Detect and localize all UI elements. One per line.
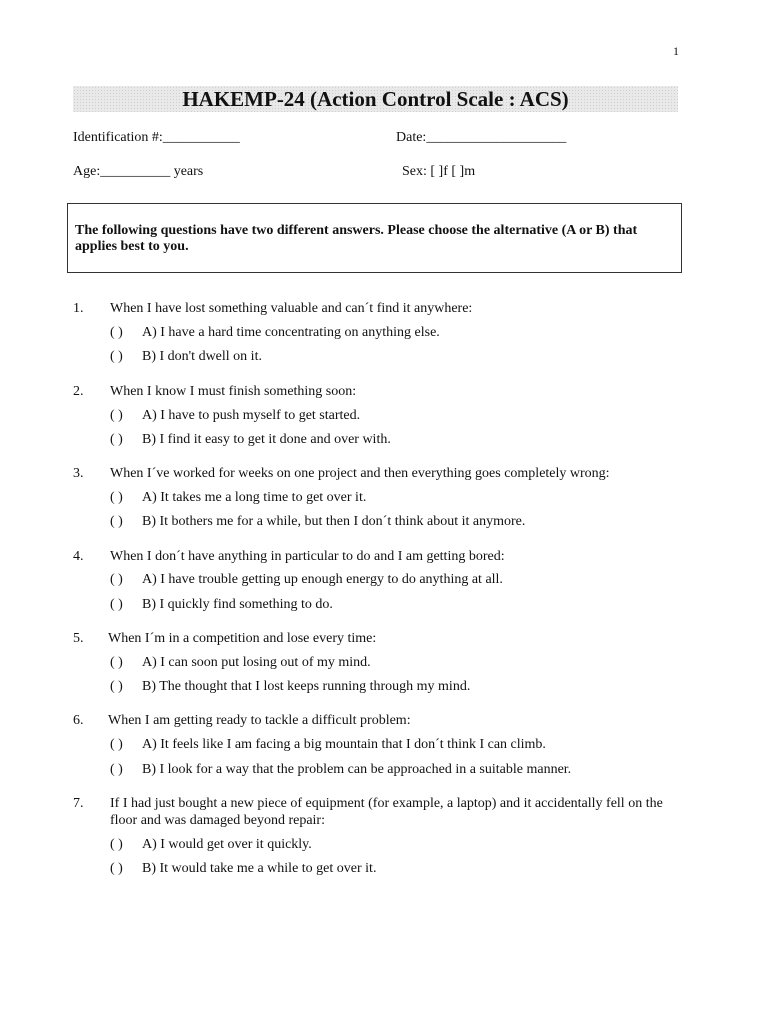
question-3-option-b (110, 514, 525, 530)
checkbox[interactable]: ( ) (110, 325, 123, 340)
age-field[interactable]: Age:__________ years (73, 164, 204, 179)
date-field[interactable]: Date:____________________ (396, 130, 567, 145)
question-text: When I don´t have anything in particular to do and I am getting bored: (110, 549, 505, 564)
question-3-option-a (110, 490, 366, 506)
instructions-box: The following questions have two different answers. Please choose the alternative (A or B) that applies best to you. (67, 203, 682, 273)
question-text: When I am getting ready to tackle a difficult problem: (108, 713, 411, 728)
question-5-option-a (110, 655, 371, 671)
question-4-option-a (110, 572, 503, 588)
option-label: A) I have to push myself to get started. (142, 408, 361, 423)
question-number: 2. (73, 384, 84, 399)
option-label: A) I would get over it quickly. (142, 837, 312, 852)
question-7-option-a (110, 837, 312, 853)
checkbox[interactable]: ( ) (110, 597, 123, 612)
question-number: 4. (73, 549, 84, 564)
question-1-option-b (110, 349, 262, 365)
question-text: When I´m in a competition and lose every time: (108, 631, 377, 646)
question-4-option-b (110, 597, 333, 613)
question-5-option-b (110, 679, 470, 695)
checkbox[interactable]: ( ) (110, 737, 123, 752)
question-number: 5. (73, 631, 84, 646)
page-title: HAKEMP-24 (Action Control Scale : ACS) (73, 86, 678, 112)
checkbox[interactable]: ( ) (110, 762, 123, 777)
question-6-option-a (110, 737, 546, 753)
page-number: 1 (673, 44, 679, 58)
question-number: 7. (73, 796, 84, 811)
option-label: A) It feels like I am facing a big mountain that I don´t think I can climb. (142, 737, 546, 752)
option-label: B) I look for a way that the problem can be approached in a suitable manner. (142, 762, 572, 777)
question-number: 6. (73, 713, 84, 728)
option-label: B) I quickly find something to do. (142, 597, 333, 612)
checkbox[interactable]: ( ) (110, 837, 123, 852)
checkbox[interactable]: ( ) (110, 514, 123, 529)
option-label: B) It bothers me for a while, but then I don´t think about it anymore. (142, 514, 526, 529)
checkbox[interactable]: ( ) (110, 432, 123, 447)
question-text: When I have lost something valuable and can´t find it anywhere: (110, 301, 473, 316)
question-7-option-b (110, 861, 376, 877)
option-label: B) I don't dwell on it. (142, 349, 262, 364)
question-text: When I know I must finish something soon: (110, 384, 357, 399)
question-6-option-b (110, 762, 571, 778)
checkbox[interactable]: ( ) (110, 490, 123, 505)
option-label: A) I can soon put losing out of my mind. (142, 655, 371, 670)
option-label: A) I have trouble getting up enough energy to do anything at all. (142, 572, 503, 587)
identification-field[interactable]: Identification #:___________ (73, 130, 240, 145)
sex-field[interactable]: Sex: [ ]f [ ]m (402, 164, 476, 179)
question-1-option-a (110, 325, 440, 341)
question-number: 3. (73, 466, 84, 481)
option-label: A) It takes me a long time to get over it. (142, 490, 367, 505)
question-text: When I´ve worked for weeks on one project and then everything goes completely wrong: (110, 466, 610, 481)
question-text: If I had just bought a new piece of equipment (for example, a laptop) and it accidentally fell on the floor and was damaged beyond repair: (110, 796, 663, 828)
option-label: B) The thought that I lost keeps running through my mind. (142, 679, 471, 694)
checkbox[interactable]: ( ) (110, 572, 123, 587)
checkbox[interactable]: ( ) (110, 349, 123, 364)
option-label: B) It would take me a while to get over it. (142, 861, 377, 876)
question-2-option-a (110, 408, 360, 424)
question-number: 1. (73, 301, 84, 316)
checkbox[interactable]: ( ) (110, 679, 123, 694)
checkbox[interactable]: ( ) (110, 655, 123, 670)
checkbox[interactable]: ( ) (110, 408, 123, 423)
question-2-option-b (110, 432, 391, 448)
checkbox[interactable]: ( ) (110, 861, 123, 876)
option-label: A) I have a hard time concentrating on anything else. (142, 325, 440, 340)
option-label: B) I find it easy to get it done and over with. (142, 432, 391, 447)
